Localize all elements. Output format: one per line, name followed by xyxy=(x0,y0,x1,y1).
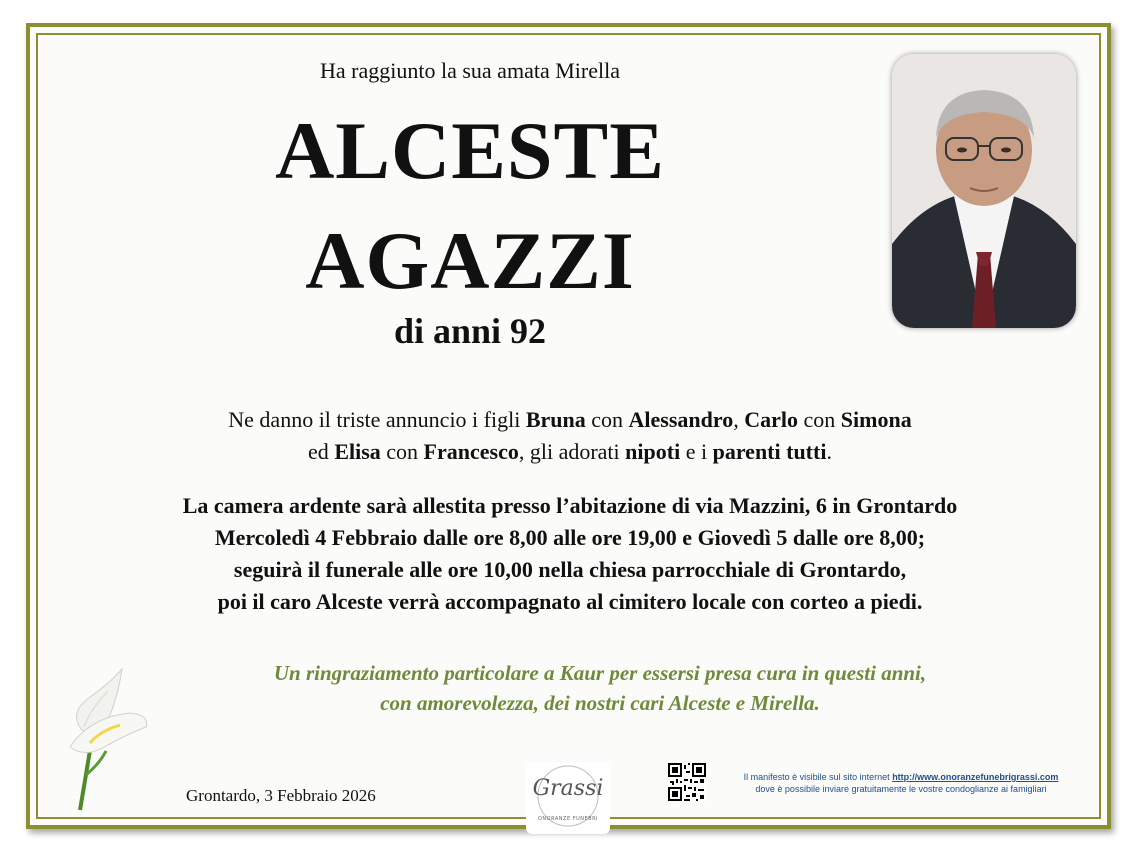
details-line: seguirà il funerale alle ore 10,00 nella chiesa parrocchiale di Grontardo, xyxy=(233,557,907,582)
logo-subtitle: ONORANZE FUNEBRI xyxy=(537,816,599,822)
details-line: poi il caro Alceste verrà accompagnato al cimitero locale con corteo a piedi. xyxy=(217,589,923,614)
first-name: ALCESTE xyxy=(275,105,665,196)
intro-text: Ha raggiunto la sua amata Mirella xyxy=(320,58,620,83)
details-line: La camera ardente sarà allestita presso l’abitazione di via Mazzini, 6 in Grontardo xyxy=(182,493,958,518)
last-name: AGAZZI xyxy=(305,215,635,306)
logo-name: Grassi xyxy=(532,776,604,801)
place-date: Grontardo, 3 Febbraio 2026 xyxy=(186,786,376,805)
portrait-image xyxy=(892,54,1076,328)
funeral-home-logo xyxy=(526,762,610,834)
thanks-line: con amorevolezza, dei nostri cari Alceste e Mirella. xyxy=(380,691,820,715)
funeral-details xyxy=(60,490,1080,618)
website-link[interactable]: http://www.onoranzefunebrigrassi.com xyxy=(892,772,1059,782)
website-note: Il manifesto è visibile sul sito internet http://www.onoranzefunebrigrassi.com dove è possibile inviare gratuitamente le vostre condoglianze ai famigliari xyxy=(743,772,1059,794)
announcement: Ne danno il triste annuncio i figli Bruna con Alessandro, Carlo con Simona ed Elisa con Francesco, gli adorati nipoti e i parenti tutti. xyxy=(228,407,912,464)
thanks-line: Un ringraziamento particolare a Kaur per essersi presa cura in questi anni, xyxy=(273,661,927,685)
portrait-photo xyxy=(892,54,1076,328)
age-text: di anni 92 xyxy=(393,311,547,351)
details-line: Mercoledì 4 Febbraio dalle ore 8,00 alle ore 19,00 e Giovedì 5 dalle ore 8,00; xyxy=(214,525,926,550)
thanks-note xyxy=(190,658,1010,718)
calla-lily-icon xyxy=(60,655,160,815)
qr-code-icon[interactable] xyxy=(668,763,706,801)
